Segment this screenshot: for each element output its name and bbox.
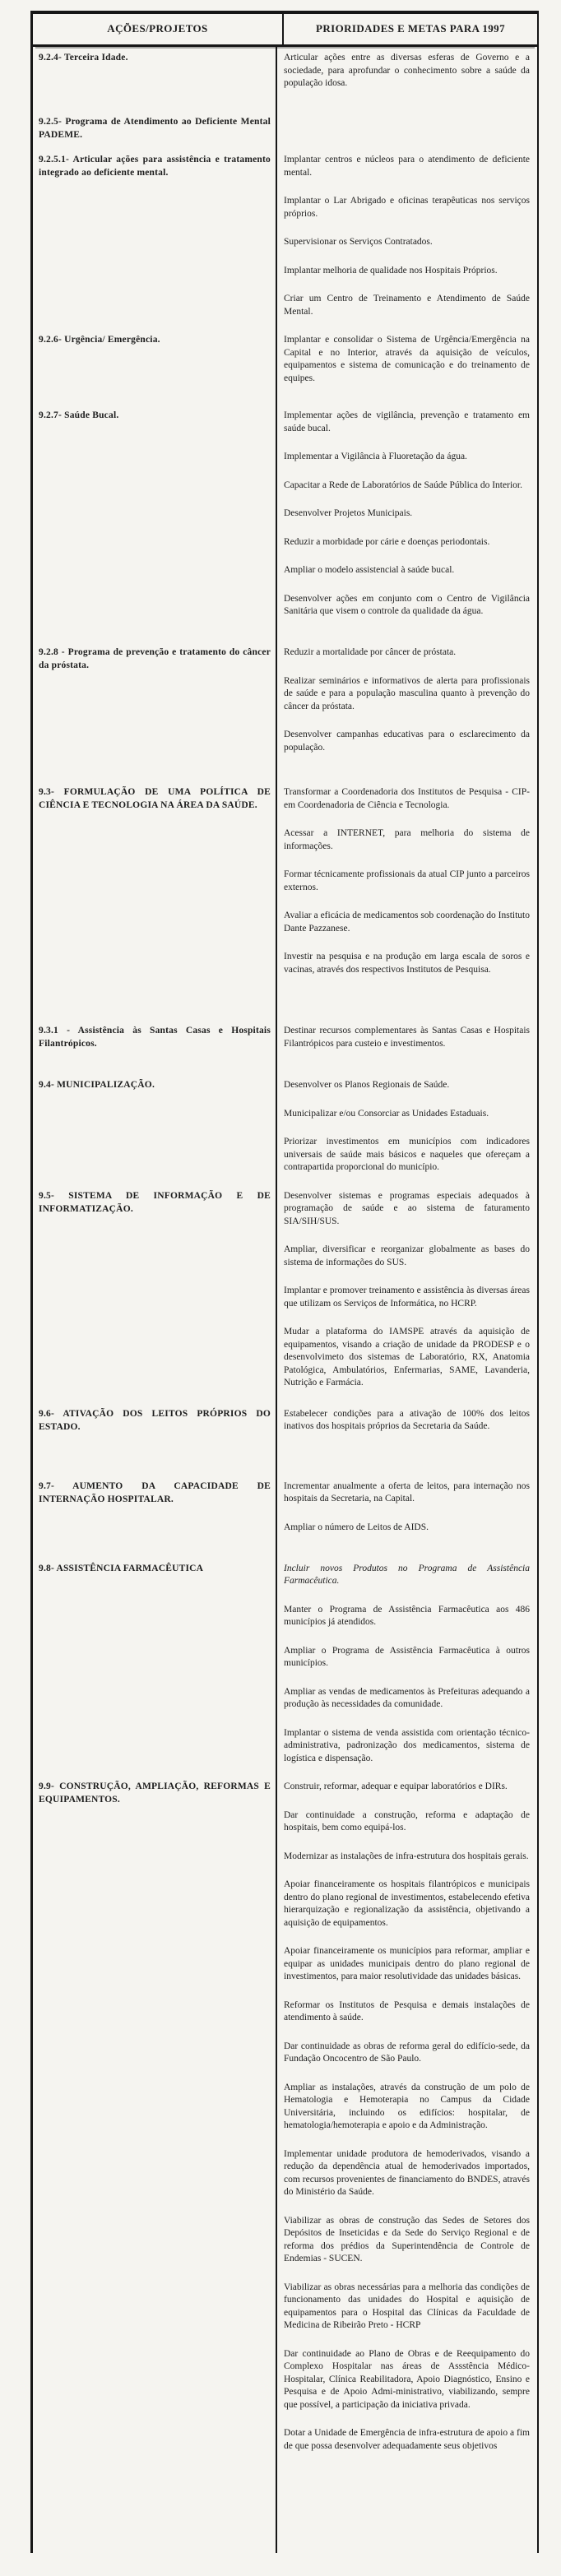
metas-cell: [276, 1074, 537, 1185]
meta-paragraph: Dar continuidade a construção, reforma e adaptação de hospitais, bem como equipá-los.: [284, 1809, 530, 1832]
action-label: 9.2.5- Programa de Atendimento ao Deficiente Mental PADEME.: [39, 117, 271, 140]
meta-paragraph: Implantar o Lar Abrigado e oficinas terapêuticas nos serviços próprios.: [284, 196, 530, 219]
action-label: 9.9- CONSTRUÇÃO, AMPLIAÇÃO, REFORMAS E EQUIPAMENTOS.: [39, 1781, 271, 1805]
meta-paragraph: Estabelecer condições para a ativação de 100% dos leitos inativos dos hospitais próprios da Secretaria da Saúde.: [284, 1408, 530, 1431]
metas-cell: [276, 1558, 537, 1777]
meta-paragraph: Ampliar, diversificar e reorganizar globalmente as bases do sistema de informações do SUS.: [284, 1244, 530, 1267]
action-label: 9.2.8 - Programa de prevenção e tratamento do câncer da próstata.: [39, 647, 271, 670]
metas-cell: [276, 149, 537, 329]
meta-paragraph: Ampliar o número de Leitos de AIDS.: [284, 1522, 429, 1532]
meta-paragraph: Mudar a plataforma do IAMSPE através da aquisição de equipamentos, visando a criação de unidade da PRODESP e o desenvolvimeto dos sistemas de Laboratório, RX, Anatomia Patológica, Ambulatórios, Enfermarias, SAME, Lavanderia, Nutrição e Farmácia.: [284, 1327, 530, 1388]
table-row: [33, 47, 537, 111]
meta-paragraph: Investir na pesquisa e na produção em larga escala de soros e vacinas, através dos respectivos Institutos de Pesquisa.: [284, 952, 530, 975]
meta-paragraph: Dotar a Unidade de Emergência de infra-estrutura de apoio a fim de que possa desenvolver adequadamente seus objetivos: [284, 2428, 530, 2451]
meta-paragraph: Dar continuidade ao Plano de Obras e de Reequipamento do Complexo Hospitalar nas áreas de Assstência Médico-Hospitalar, Clínica Reabilitadora, Apoio Diagnóstico, Ensino e Pesquisa e de Apoio Admi-ministrativo, viabilizando, sempre que possível, a participação da iniciativa privada.: [284, 2348, 530, 2410]
meta-paragraph: Ampliar as vendas de medicamentos às Prefeituras adequando a produção às necessidades da comunidade.: [284, 1686, 530, 1709]
meta-paragraph: Incluir novos Produtos no Programa de Assistência Farmacêutica.: [284, 1563, 530, 1586]
meta-paragraph: Desenvolver campanhas educativas para o esclarecimento da população.: [284, 730, 530, 753]
meta-paragraph: Ampliar as instalações, através da construção de um polo de Hematologia e Hemoterapia no Campus da Cidade Universitária, incluindo os edifícios: hospitalar, de hematologia/hemoterapia e apoio e da Administração.: [284, 2082, 530, 2130]
metas-cell: [276, 1403, 537, 1476]
action-label: 9.3- FORMULAÇÃO DE UMA POLÍTICA DE CIÊNCIA E TECNOLOGIA NA ÁREA DA SAÚDE.: [39, 787, 271, 810]
actions-cell: [33, 781, 276, 1020]
meta-paragraph: Implantar o sistema de venda assistida com orientação técnico-administrativa, padronização dos medicamentos, sistema de logística e dispensação.: [284, 1727, 530, 1763]
acoes-prioridades-table: [30, 11, 539, 2553]
table-row: [33, 1020, 537, 1074]
meta-paragraph: Priorizar investimentos em municípios com indicadores universais de saúde mais básicos e naqueles que ofereçam a contrapartida proporcional do município.: [284, 1137, 530, 1172]
scanned-document-page: [0, 11, 561, 2576]
table-row: [33, 781, 537, 1020]
meta-paragraph: Viabilizar as obras necessárias para a melhoria das condições de funcionamento das unidades do Hospital e aquisição de equipamentos para o Hospital das Clínicas da Faculdade de Medicina de Ribeirão Preto - HCRP: [284, 2282, 530, 2330]
meta-paragraph: Apoiar financeiramente os hospitais filantrópicos e municipais dentro do plano regional de investimentos, estabelecendo efetiva hierarquização e regionalização da assistência, objetivando a aquisição de equipamentos.: [284, 1879, 530, 1928]
actions-cell: [33, 1403, 276, 1476]
meta-paragraph: Implantar e promover treinamento e assistência às diversas áreas que utilizam os Serviços de Informática, no HCRP.: [284, 1286, 530, 1309]
metas-cell: [276, 1776, 537, 2553]
table-row: [33, 405, 537, 642]
meta-paragraph: Implantar centros e núcleos para o atendimento de deficiente mental.: [284, 155, 530, 178]
table-row: [33, 1185, 537, 1403]
table-row: [33, 1476, 537, 1558]
table-row: [33, 111, 537, 149]
meta-paragraph: Desenvolver os Planos Regionais de Saúde.: [284, 1080, 450, 1090]
metas-cell: [276, 1185, 537, 1403]
table-row: [33, 149, 537, 329]
meta-paragraph: Incrementar anualmente a oferta de leitos, para internação nos hospitais da Secretaria, na Capital.: [284, 1480, 530, 1503]
meta-paragraph: Viabilizar as obras de construção das Sedes de Setores dos Depósitos de Inseticidas e da Sede do Serviço Regional e de reforma dos prédios da Superintendência de Controle de Endemias - SUCEN.: [284, 2215, 530, 2263]
meta-paragraph: Apoiar financeiramente os municípios para reformar, ampliar e equipar as unidades municipais dentro do plano regional de investimentos, para maior resolutividade das unidades básicas.: [284, 1946, 530, 1981]
action-label: 9.4- MUNICIPALIZAÇÃO.: [39, 1080, 155, 1090]
actions-cell: [33, 1476, 276, 1558]
meta-paragraph: Implementar unidade produtora de hemoderivados, visando a redução da dependência atual de hemoderivados importados, com recursos provenientes de financiamento do BNDES, através do Ministério da Saúde.: [284, 2148, 530, 2197]
actions-cell: [33, 329, 276, 405]
table-row: [33, 1403, 537, 1476]
actions-cell: [33, 47, 276, 111]
actions-cell: [33, 149, 276, 329]
metas-cell: [276, 1476, 537, 1558]
meta-paragraph: Realizar seminários e informativos de alerta para profissionais de saúde e para a população masculina quanto à prevenção do câncer da próstata.: [284, 675, 530, 711]
meta-paragraph: Ampliar o Programa de Assistência Farmacêutica à outros municípios.: [284, 1645, 530, 1668]
meta-paragraph: Municipalizar e/ou Consorciar as Unidades Estaduais.: [284, 1108, 489, 1119]
actions-cell: [33, 1558, 276, 1777]
header-prioridades-metas: PRIORIDADES E METAS PARA 1997: [282, 14, 537, 44]
metas-cell: [276, 329, 537, 405]
action-label: 9.2.5.1- Articular ações para assistência e tratamento integrado ao deficiente mental.: [39, 155, 271, 178]
action-label: 9.5- SISTEMA DE INFORMAÇÃO E DE INFORMATIZAÇÃO.: [39, 1190, 271, 1214]
actions-cell: [33, 405, 276, 642]
meta-paragraph: Articular ações entre as diversas esferas de Governo e a sociedade, para aprofundar o conhecimento sobre a saúde da população idosa.: [284, 53, 530, 88]
metas-cell: [276, 405, 537, 642]
meta-paragraph: Implantar e consolidar o Sistema de Urgência/Emergência na Capital e no Interior, através da aquisição de veículos, equipamentos e sistema de comunicação e do treinamento de equipes.: [284, 335, 530, 383]
meta-paragraph: Destinar recursos complementares às Santas Casas e Hospitais Filantrópicos para custeio e investimentos.: [284, 1026, 530, 1049]
action-label: 9.2.7- Saúde Bucal.: [39, 410, 119, 420]
meta-paragraph: Dar continuidade as obras de reforma geral do edifício-sede, da Fundação Oncocentro de São Paulo.: [284, 2041, 530, 2064]
header-acoes-projetos: AÇÕES/PROJETOS: [107, 22, 208, 35]
meta-paragraph: Capacitar a Rede de Laboratórios de Saúde Pública do Interior.: [284, 480, 522, 490]
meta-paragraph: Construir, reformar, adequar e equipar laboratórios e DIRs.: [284, 1781, 508, 1791]
metas-cell: [276, 642, 537, 781]
table-body: [33, 47, 537, 2553]
table-row: [33, 1074, 537, 1185]
meta-paragraph: Reduzir a mortalidade por câncer de próstata.: [284, 647, 457, 657]
meta-paragraph: Acessar a INTERNET, para melhoria do sistema de informações.: [284, 828, 530, 851]
meta-paragraph: Manter o Programa de Assistência Farmacêutica aos 486 municípios já atendidos.: [284, 1604, 530, 1627]
table-row: [33, 329, 537, 405]
table-row: [33, 642, 537, 781]
actions-cell: [33, 1074, 276, 1185]
metas-cell: [276, 781, 537, 1020]
table-row: [33, 1558, 537, 1777]
action-label: 9.8- ASSISTÊNCIA FARMACÊUTICA: [39, 1563, 204, 1573]
meta-paragraph: Avaliar a eficácia de medicamentos sob coordenação do Instituto Dante Pazzanese.: [284, 910, 530, 934]
meta-paragraph: Implementar ações de vigilância, prevenção e tratamento em saúde bucal.: [284, 410, 530, 433]
meta-paragraph: Desenvolver ações em conjunto com o Centro de Vigilância Sanitária que visem o controle da qualidade da água.: [284, 593, 530, 616]
table-header-row: [33, 14, 537, 47]
action-label: 9.2.6- Urgência/ Emergência.: [39, 335, 160, 345]
meta-paragraph: Ampliar o modelo assistencial à saúde bucal.: [284, 565, 455, 575]
meta-paragraph: Desenvolver sistemas e programas especiais adequados à programação de saúde e ao sistema de faturamento SIA/SIH/SUS.: [284, 1190, 530, 1226]
actions-cell: [33, 1185, 276, 1403]
meta-paragraph: Implantar melhoria de qualidade nos Hospitais Próprios.: [284, 265, 498, 276]
actions-cell: [33, 1776, 276, 2553]
actions-cell: [33, 642, 276, 781]
actions-cell: [33, 1020, 276, 1074]
metas-cell: [276, 47, 537, 111]
meta-paragraph: Modernizar as instalações de infra-estrutura dos hospitais gerais.: [284, 1851, 529, 1861]
table-row: [33, 1776, 537, 2553]
meta-paragraph: Transformar a Coordenadoria dos Institutos de Pesquisa - CIP- em Coordenadoria de Ciência e Tecnologia.: [284, 787, 530, 810]
meta-paragraph: Implementar a Vigilância à Fluoretação da água.: [284, 452, 467, 461]
metas-cell: [276, 1020, 537, 1074]
meta-paragraph: Formar técnicamente profissionais da atual CIP junto a parceiros externos.: [284, 869, 530, 892]
action-label: 9.6- ATIVAÇÃO DOS LEITOS PRÓPRIOS DO ESTADO.: [39, 1408, 271, 1432]
action-label: 9.7- AUMENTO DA CAPACIDADE DE INTERNAÇÃO HOSPITALAR.: [39, 1480, 271, 1504]
meta-paragraph: Supervisionar os Serviços Contratados.: [284, 237, 433, 247]
meta-paragraph: Desenvolver Projetos Municipais.: [284, 508, 413, 518]
meta-paragraph: Criar um Centro de Treinamento e Atendimento de Saúde Mental.: [284, 294, 530, 317]
actions-cell: [33, 111, 276, 149]
meta-paragraph: Reformar os Institutos de Pesquisa e demais instalações de atendimento à saúde.: [284, 1999, 530, 2022]
metas-cell: [276, 111, 537, 149]
meta-paragraph: Reduzir a morbidade por cárie e doenças periodontais.: [284, 536, 490, 547]
action-label: 9.3.1 - Assistência às Santas Casas e Hospitais Filantrópicos.: [39, 1026, 271, 1049]
action-label: 9.2.4- Terceira Idade.: [39, 53, 128, 63]
